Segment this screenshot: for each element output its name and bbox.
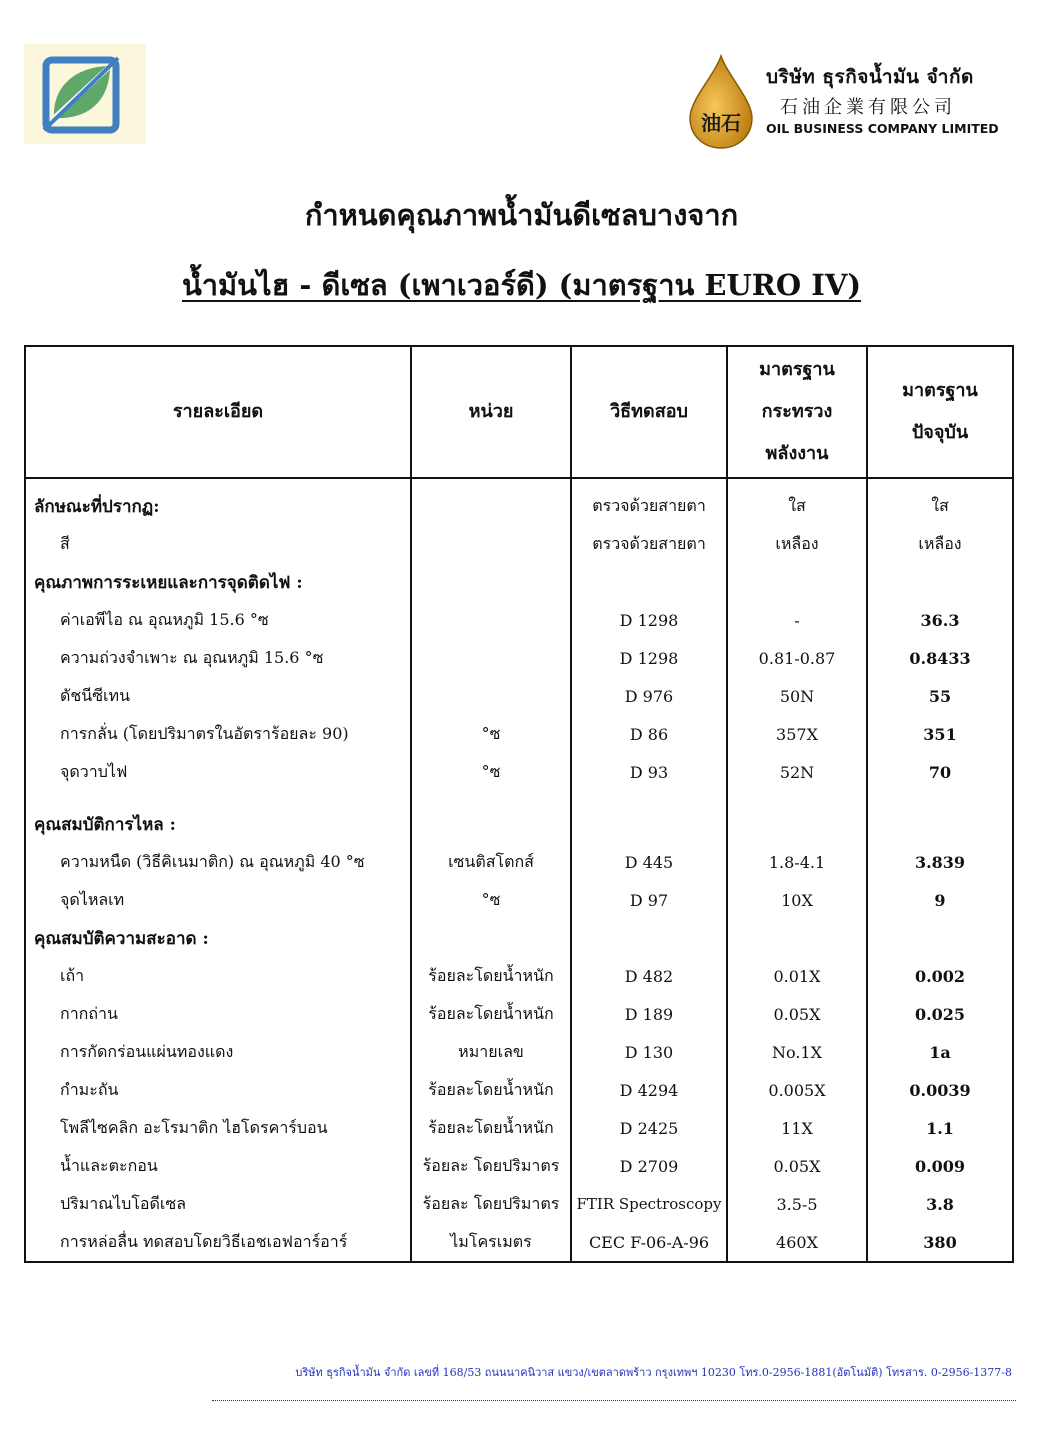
company-name-thai: บริษัท ธุรกิจน้ำมัน จำกัด: [766, 66, 974, 88]
row-method: D 976: [571, 677, 727, 715]
row-current-value: 55: [867, 677, 1013, 715]
spacer-cell: [571, 791, 727, 805]
row-ministry-value: 460X: [727, 1223, 867, 1262]
row-ministry-value: 11X: [727, 1109, 867, 1147]
row-detail: ปริมาณไบโอดีเซล: [25, 1185, 411, 1223]
row-current-value: 0.009: [867, 1147, 1013, 1185]
header-current-standard: [867, 346, 1013, 478]
row-unit: ร้อยละโดยน้ำหนัก: [411, 1071, 571, 1109]
footer-dotted-line: [212, 1400, 1016, 1401]
row-detail: จุดวาบไฟ: [25, 753, 411, 791]
spacer-cell: [867, 791, 1013, 805]
row-detail: การหล่อลื่น ทดสอบโดยวิธีเอชเอฟอาร์อาร์: [25, 1223, 411, 1262]
table-row: [25, 677, 1013, 715]
row-method: D 189: [571, 995, 727, 1033]
row-ministry-value: เหลือง: [727, 525, 867, 563]
specification-table: [24, 345, 1014, 1263]
row-unit: [411, 525, 571, 563]
row-ministry-value: 52N: [727, 753, 867, 791]
row-unit: [411, 639, 571, 677]
row-ministry-value: ใส: [727, 478, 867, 525]
company-name-chinese: 石油企業有限公司: [780, 97, 956, 118]
row-current-value: ใส: [867, 478, 1013, 525]
header-unit: หน่วย: [411, 346, 571, 478]
row-detail: คุณสมบัติการไหล :: [25, 805, 411, 843]
row-method: D 1298: [571, 639, 727, 677]
table-section-row: [25, 805, 1013, 843]
row-method: D 97: [571, 881, 727, 919]
table-row: [25, 1185, 1013, 1223]
row-ministry-value: [727, 563, 867, 601]
row-unit: เซนติสโตกส์: [411, 843, 571, 881]
row-ministry-value: 0.05X: [727, 1147, 867, 1185]
row-ministry-value: -: [727, 601, 867, 639]
header-ministry-standard-text: มาตรฐาน กระทรวง พลังงาน: [759, 359, 835, 464]
header-detail: รายละเอียด: [25, 346, 411, 478]
row-detail: น้ำและตะกอน: [25, 1147, 411, 1185]
row-unit: °ซ: [411, 715, 571, 753]
header-current-standard-text: มาตรฐาน ปัจจุบัน: [902, 380, 978, 443]
row-detail: เถ้า: [25, 957, 411, 995]
row-ministry-value: [727, 805, 867, 843]
row-ministry-value: 10X: [727, 881, 867, 919]
row-ministry-value: 50N: [727, 677, 867, 715]
row-detail: กำมะถัน: [25, 1071, 411, 1109]
row-method: [571, 805, 727, 843]
row-unit: [411, 805, 571, 843]
table-row: [25, 715, 1013, 753]
table-row: [25, 1109, 1013, 1147]
row-method: [571, 563, 727, 601]
row-ministry-value: 1.8-4.1: [727, 843, 867, 881]
row-ministry-value: [727, 919, 867, 957]
table-row: [25, 525, 1013, 563]
row-method: D 130: [571, 1033, 727, 1071]
document-subtitle: น้ำมันไฮ - ดีเซล (เพาเวอร์ดี) (มาตรฐาน EURO IV): [181, 268, 862, 302]
row-detail: ความหนืด (วิธีคิเนมาติก) ณ อุณหภูมิ 40 °ซ: [25, 843, 411, 881]
row-unit: [411, 563, 571, 601]
row-method: D 86: [571, 715, 727, 753]
row-ministry-value: 0.005X: [727, 1071, 867, 1109]
row-current-value: 351: [867, 715, 1013, 753]
row-method: D 93: [571, 753, 727, 791]
row-detail: สี: [25, 525, 411, 563]
row-current-value: [867, 919, 1013, 957]
document-title: กำหนดคุณภาพน้ำมันดีเซลบางจาก: [304, 198, 739, 232]
row-current-value: 3.839: [867, 843, 1013, 881]
row-method: ตรวจด้วยสายตา: [571, 478, 727, 525]
row-detail: ค่าเอพีไอ ณ อุณหภูมิ 15.6 °ซ: [25, 601, 411, 639]
row-unit: °ซ: [411, 881, 571, 919]
row-detail: การกลั่น (โดยปริมาตรในอัตราร้อยละ 90): [25, 715, 411, 753]
row-method: D 2709: [571, 1147, 727, 1185]
header-method: วิธีทดสอบ: [571, 346, 727, 478]
row-detail: ลักษณะที่ปรากฏ:: [25, 478, 411, 525]
table-row: [25, 1147, 1013, 1185]
row-ministry-value: 0.81-0.87: [727, 639, 867, 677]
row-method: D 482: [571, 957, 727, 995]
table-header-row: [25, 346, 1013, 478]
row-method: CEC F-06-A-96: [571, 1223, 727, 1262]
row-current-value: [867, 563, 1013, 601]
row-method: FTIR Spectroscopy: [571, 1185, 727, 1223]
row-detail: ดัชนีซีเทน: [25, 677, 411, 715]
row-detail: ความถ่วงจำเพาะ ณ อุณหภูมิ 15.6 °ซ: [25, 639, 411, 677]
row-unit: [411, 478, 571, 525]
row-detail: การกัดกร่อนแผ่นทองแดง: [25, 1033, 411, 1071]
table-row: [25, 881, 1013, 919]
spacer-cell: [411, 791, 571, 805]
row-current-value: 380: [867, 1223, 1013, 1262]
table-row: [25, 753, 1013, 791]
table-section-row: [25, 919, 1013, 957]
table-row: [25, 995, 1013, 1033]
table-spacer-row: [25, 791, 1013, 805]
row-unit: ร้อยละ โดยปริมาตร: [411, 1185, 571, 1223]
table-row: [25, 639, 1013, 677]
row-method: D 445: [571, 843, 727, 881]
row-detail: กากถ่าน: [25, 995, 411, 1033]
table-row: [25, 1033, 1013, 1071]
row-current-value: 70: [867, 753, 1013, 791]
row-unit: หมายเลข: [411, 1033, 571, 1071]
table-row: [25, 601, 1013, 639]
row-current-value: 3.8: [867, 1185, 1013, 1223]
table-row: [25, 1223, 1013, 1262]
bangchak-leaf-logo: [24, 44, 146, 144]
row-ministry-value: 0.05X: [727, 995, 867, 1033]
row-unit: ร้อยละโดยน้ำหนัก: [411, 957, 571, 995]
row-detail: คุณสมบัติความสะอาด :: [25, 919, 411, 957]
table-row: [25, 478, 1013, 525]
row-ministry-value: 0.01X: [727, 957, 867, 995]
row-detail: คุณภาพการระเหยและการจุดติดไฟ :: [25, 563, 411, 601]
company-name-english: OIL BUSINESS COMPANY LIMITED: [766, 121, 999, 136]
row-current-value: 1a: [867, 1033, 1013, 1071]
table-row: [25, 957, 1013, 995]
spacer-cell: [727, 791, 867, 805]
header-ministry-standard: [727, 346, 867, 478]
row-ministry-value: No.1X: [727, 1033, 867, 1071]
row-ministry-value: 3.5-5: [727, 1185, 867, 1223]
row-current-value: 0.0039: [867, 1071, 1013, 1109]
row-current-value: 0.002: [867, 957, 1013, 995]
row-unit: [411, 919, 571, 957]
row-unit: °ซ: [411, 753, 571, 791]
row-current-value: 9: [867, 881, 1013, 919]
row-method: D 1298: [571, 601, 727, 639]
oil-drop-logo: [688, 54, 754, 150]
row-current-value: เหลือง: [867, 525, 1013, 563]
row-detail: จุดไหลเท: [25, 881, 411, 919]
row-unit: [411, 601, 571, 639]
row-ministry-value: 357X: [727, 715, 867, 753]
footer-address: บริษัท ธุรกิจน้ำมัน จำกัด เลขที่ 168/53 ถนนนาคนิวาส แขวง/เขตลาดพร้าว กรุงเทพฯ 10230 โทร.0-2956-1881(อัตโนมัติ) โทรสาร. 0-2956-1377-8: [295, 1366, 1012, 1379]
row-unit: ร้อยละโดยน้ำหนัก: [411, 995, 571, 1033]
row-current-value: 0.025: [867, 995, 1013, 1033]
row-current-value: 36.3: [867, 601, 1013, 639]
row-current-value: 0.8433: [867, 639, 1013, 677]
row-unit: [411, 677, 571, 715]
row-method: [571, 919, 727, 957]
table-section-row: [25, 563, 1013, 601]
row-unit: ร้อยละ โดยปริมาตร: [411, 1147, 571, 1185]
row-unit: ร้อยละโดยน้ำหนัก: [411, 1109, 571, 1147]
row-method: D 2425: [571, 1109, 727, 1147]
row-unit: ไมโครเมตร: [411, 1223, 571, 1262]
row-method: D 4294: [571, 1071, 727, 1109]
row-method: ตรวจด้วยสายตา: [571, 525, 727, 563]
table-row: [25, 1071, 1013, 1109]
table-row: [25, 843, 1013, 881]
row-current-value: 1.1: [867, 1109, 1013, 1147]
spacer-cell: [25, 791, 411, 805]
row-current-value: [867, 805, 1013, 843]
row-detail: โพลีไซคลิก อะโรมาติก ไฮโดรคาร์บอน: [25, 1109, 411, 1147]
logo-glyph: 油石: [701, 111, 741, 135]
